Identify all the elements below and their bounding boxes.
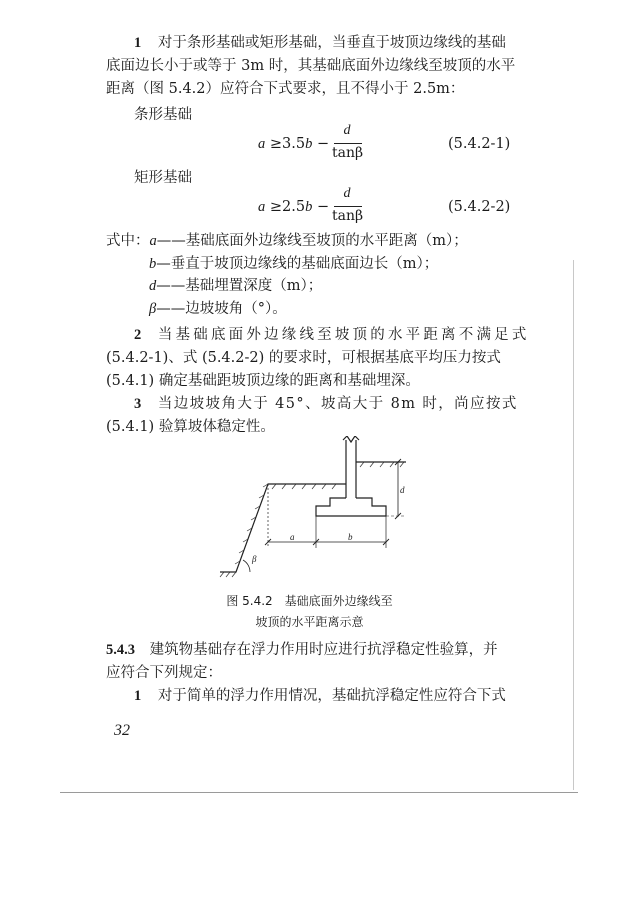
section-5-4-3-line1: 5.4.3 建筑物基础存在浮力作用时应进行抗浮稳定性验算，并 (106, 642, 498, 658)
para2-line1: 2 当基础底面外边缘线至坡顶的水平距离不满足式 (134, 327, 530, 343)
right-scan-edge (573, 260, 574, 790)
page-number: 32 (114, 722, 130, 739)
label-a: a (290, 532, 295, 542)
para3-number: 3 (134, 396, 142, 412)
figure-caption-line2: 坡顶的水平距离示意 (255, 615, 364, 629)
section-5-4-3-line2: 应符合下列规定： (106, 665, 222, 681)
figure-caption-line1: 图 5.4.2 基础底面外边缘线至 (226, 594, 393, 608)
eq2-fraction-bar (334, 206, 362, 207)
eq1-denominator: tanβ (332, 145, 364, 161)
figure-slope-diagram (210, 436, 420, 582)
rect-foundation-label: 矩形基础 (134, 170, 192, 186)
where-item-d: d——基础埋置深度（m）； (149, 278, 323, 294)
bottom-scan-rule (60, 792, 578, 793)
label-d: d (400, 485, 405, 495)
beta-arc (243, 560, 250, 572)
para3-line2: (5.4.1) 验算坡体稳定性。 (106, 419, 275, 435)
para2-number: 2 (134, 327, 142, 343)
para1-line1: 1 对于条形基础或矩形基础，当垂直于坡顶边缘线的基础 (134, 35, 506, 51)
footing-outline (316, 498, 386, 516)
where-item-a: 式中：a——基础底面外边缘线至坡顶的水平距离（m）； (106, 233, 468, 249)
eq1-numerator: d (343, 123, 351, 138)
para1-line2: 底面边长小于或等于 3m 时，其基础底面外边缘线至坡顶的水平 (106, 58, 516, 74)
label-beta: β (252, 554, 257, 564)
para1-number: 1 (134, 35, 142, 51)
para2-line2: (5.4.2-1)、式 (5.4.2-2) 的要求时，可根据基底平均压力按式 (106, 350, 501, 366)
eq1-tag: (5.4.2-1) (448, 136, 511, 152)
strip-foundation-label: 条形基础 (134, 107, 192, 123)
soil-hatching (220, 462, 404, 577)
where-item-beta: β——边坡坡角（°）。 (149, 301, 287, 317)
slope-ground-line (220, 484, 346, 572)
para2-line3: (5.4.1) 确定基础距坡顶边缘的距离和基础埋深。 (106, 373, 420, 389)
para4-line1: 1 对于简单的浮力作用情况，基础抗浮稳定性应符合下式 (134, 688, 506, 704)
eq2-numerator: d (343, 186, 351, 201)
para4-number: 1 (134, 688, 142, 704)
para1-line3: 距离（图 5.4.2）应符合下式要求，且不得小于 2.5m： (106, 81, 465, 97)
label-b: b (348, 532, 353, 542)
eq2-tag: (5.4.2-2) (448, 199, 511, 215)
document-page: 1 对于条形基础或矩形基础，当垂直于坡顶边缘线的基础 底面边长小于或等于 3m 时，其基础底面外边缘线至坡顶的水平 距离（图 5.4.2）应符合下式要求，且不得小于 2.5m： 条形基础 a ≥3.5b − d tanβ (5.4.2-1) 矩形基础 a ≥2.5b − d tanβ (5.4.2-2) 式中：a——基础底面外边缘线至坡顶的水平距离（m）； b—垂直于坡顶边缘线的基础底面边长（m）； d——基础埋置深度（m）； β——边坡坡角（°）。 2 当基础底面外边缘线至坡顶的水平距离不满足式 (5.4.2-1)、式 (5.4.2-2) 的要求时，可根据基底平均压力按式 (5.4.1) 确定基础距坡顶边缘的距离和基础埋深。 3 当边坡坡角大于 45°、坡高大于 8m 时，尚应按式 (5.4.1) 验算坡体稳定性。 a b d β 图 5.4.2 基础底面外边缘线至 坡顶的水平距离示意 5.4.3 建筑物基础存在浮力作用时应进行抗浮稳定性验算，并 应符合下列规定： 1 对于简单的浮力作用情况，基础抗浮稳定性应符合下式 32 (0, 0, 619, 913)
para3-line1: 3 当边坡坡角大于 45°、坡高大于 8m 时，尚应按式 (134, 396, 518, 412)
eq2-denominator: tanβ (332, 208, 364, 224)
eq1-fraction-bar (334, 143, 362, 144)
section-5-4-3-number: 5.4.3 (106, 642, 135, 658)
where-item-b: b—垂直于坡顶边缘线的基础底面边长（m）； (149, 256, 439, 272)
